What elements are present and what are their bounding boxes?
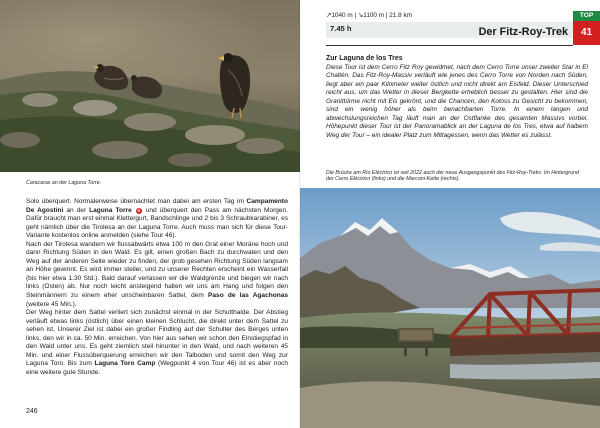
place-name-laguna-torre: Laguna Torre — [89, 206, 132, 214]
tour-duration: 7.45 h — [330, 24, 352, 33]
body-text-segment: an der — [63, 206, 90, 214]
place-name-laguna-toro-camp: Laguna Toro Camp — [94, 360, 156, 368]
body-text-segment: Der Weg hinter dem Sattel verliert sich zunächst einmal in der Schutthalde. Der Abstieg verläuft etwas links (östlich) über einen kleinen Schlucht, die direkt unter dem Sattel zu sehen ist. Unserer Ziel ist dabei ein großer Findling auf der Schulter des Berges unten links, den wir in ca. 50 Min. erreichen. Von hier aus sehen wir schon den Einstiegspfad in den Wald unter uns. Es geht ziemlich steil hinunter in den Wald, und nach weiteren 45 Min. und einer Flussüberquerung erreichen wir den Talboden und somit den Weg zur Laguna Toro. Bis zum — [26, 309, 288, 368]
bridge-photo — [300, 188, 600, 428]
main-body-text — [26, 198, 288, 377]
photo-caption-left: Caracaras an der Laguna Torre. — [26, 180, 102, 186]
photo-caption-right: Die Brücke am Río Eléctrico ist seit 2022 auch der neue Ausgangspunkt des Fitz-Roy-Treks. Im Hintergrund der Cerro Eléctrico (links) und die Marconi-Kette (rechts). — [326, 170, 579, 183]
body-text-segment: (Wegpunkt 4 von Tour 46) ist es aber noch eine weitere gute Stunde. — [26, 360, 288, 376]
body-text-segment: und überquert den Pass am nächsten Morgen. Dafür braucht man erst einmal Klettergurt, Bandschlinge und 2 bis 3 Schraubkarabiner, es geht nämlich über die Tirolesa an der Laguna Torre. Auch muss man sich für diese Tour-Variante kostenlos online anmelden (siehe Tour 46). — [26, 206, 289, 240]
place-name-campamento: Campamento De Agostini — [26, 198, 288, 214]
place-name-paso: Paso de las Agachonas — [208, 292, 288, 300]
caracaras-photo — [0, 0, 300, 172]
tour-number-badge: 41 — [573, 21, 600, 45]
tour-stats: ↗1040 m | ↘1100 m | 21.8 km — [326, 12, 413, 19]
book-gutter — [299, 0, 301, 428]
page-number: 246 — [26, 408, 38, 415]
tour-title: Der Fitz-Roy-Trek — [478, 26, 568, 38]
header-divider — [326, 45, 573, 46]
top-badge: TOP — [573, 11, 600, 21]
body-text-segment: Nach der Tirolesa wandern wir flussabwärts etwa 100 m den Grat einer Moräne hoch und dann Richtung Süden in den Wald. Es gilt, einen großen Bach zu durchwaten und den Weg auf der anderen Seite wieder zu finden, der grob gesehen Richtung Süden langsam an Höhe gewinnt. Es wird immer steiler, und zu unserer Rechten erscheint ein Wasserfall (bis hier etwa 1.30 Std.). Bald darauf verlassen wir die Waldgrenze und biegen wir nach links (Osten) ab. Nur noch leicht ansteigend halten wir uns am Hang und folgen den Steinmännern zu einem eher unscheinbaren Sattel, dem — [26, 240, 288, 300]
waypoint-marker: 5 — [137, 207, 141, 213]
intro-heading: Zur Laguna de los Tres — [326, 55, 403, 62]
body-text-segment: Solo überquert. Normalerweise übernachtet man dabei am ersten Tag im — [26, 198, 247, 205]
body-text-segment: (weitere 45 Min.). — [26, 300, 77, 308]
intro-text: Diese Tour ist dem Cerro Fitz Roy gewidmet, nach dem Cerro Torre unser zweiter Star in El Chaltén. Das Fitz-Roy-Massiv verläuft wie jenes des Cerro Torre von Norden nach Süden, liegt aber ein paar Kilometer weiter östlich und nicht direkt am Eisfeld. Dieser Unterschied reicht aus, um das Wetter in dieser Bergkette erheblich besser zu gestalten. Hier sind die Granittürme nicht mit Eis gekrönt, und die Chancen, den Koloss zu Gesicht zu bekommen, sind ein wenig höher als beim benachbarten Torre. In einem langen und abwechslungsreichen Tag läuft man an der Ostflanke des gesamten Massivs vorbei. Höhepunkt dieser Tour ist der Panoramablick an der Laguna de los Tres, etwa auf halbem Weg der Tour – ein idealer Platz zum Mittagessen, wenn das Wetter es zulässt. — [326, 64, 588, 139]
